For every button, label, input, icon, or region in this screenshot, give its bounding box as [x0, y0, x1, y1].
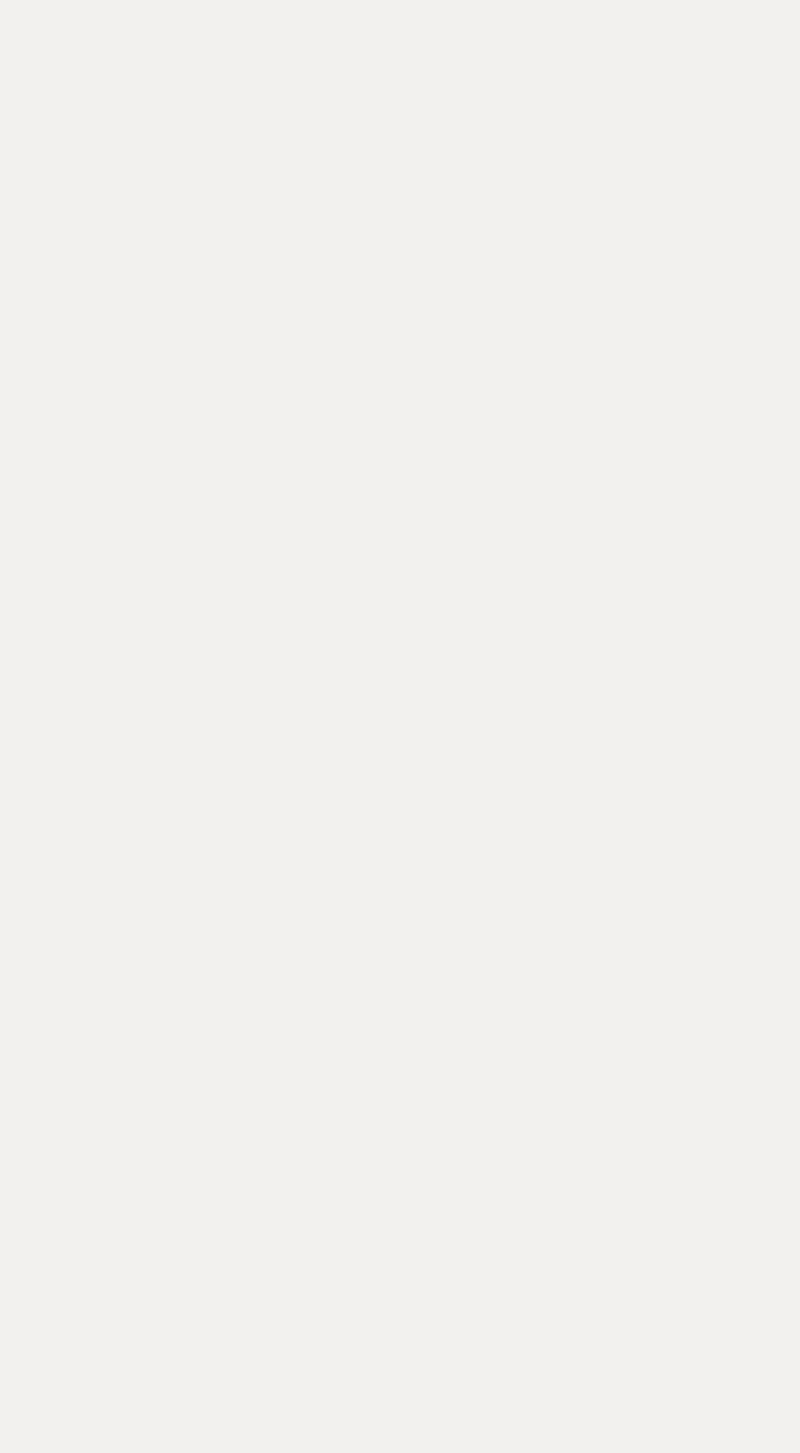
text-line — [44, 220, 756, 266]
text-line — [44, 1324, 756, 1370]
text-line — [44, 312, 756, 358]
text-line — [44, 266, 756, 312]
text-line — [44, 1002, 756, 1048]
text-line — [44, 588, 756, 634]
text-line — [44, 496, 756, 542]
text-line — [44, 956, 756, 1002]
text-line — [44, 1140, 756, 1186]
body-text — [44, 82, 756, 1416]
text-line — [44, 82, 756, 128]
text-line — [44, 542, 756, 588]
text-line — [44, 910, 756, 956]
text-line — [44, 772, 756, 818]
text-line — [44, 128, 756, 174]
text-line — [44, 174, 756, 220]
text-line — [44, 450, 756, 496]
text-line — [44, 1048, 756, 1094]
text-line — [44, 634, 756, 680]
text-line — [44, 680, 756, 726]
text-line — [44, 1094, 756, 1140]
text-line — [44, 1232, 756, 1278]
text-line — [44, 818, 756, 864]
text-line — [44, 864, 756, 910]
text-line — [44, 1370, 756, 1416]
text-line — [44, 358, 756, 404]
text-line — [44, 1186, 756, 1232]
text-line — [44, 1278, 756, 1324]
text-line — [44, 404, 756, 450]
text-line — [44, 726, 756, 772]
